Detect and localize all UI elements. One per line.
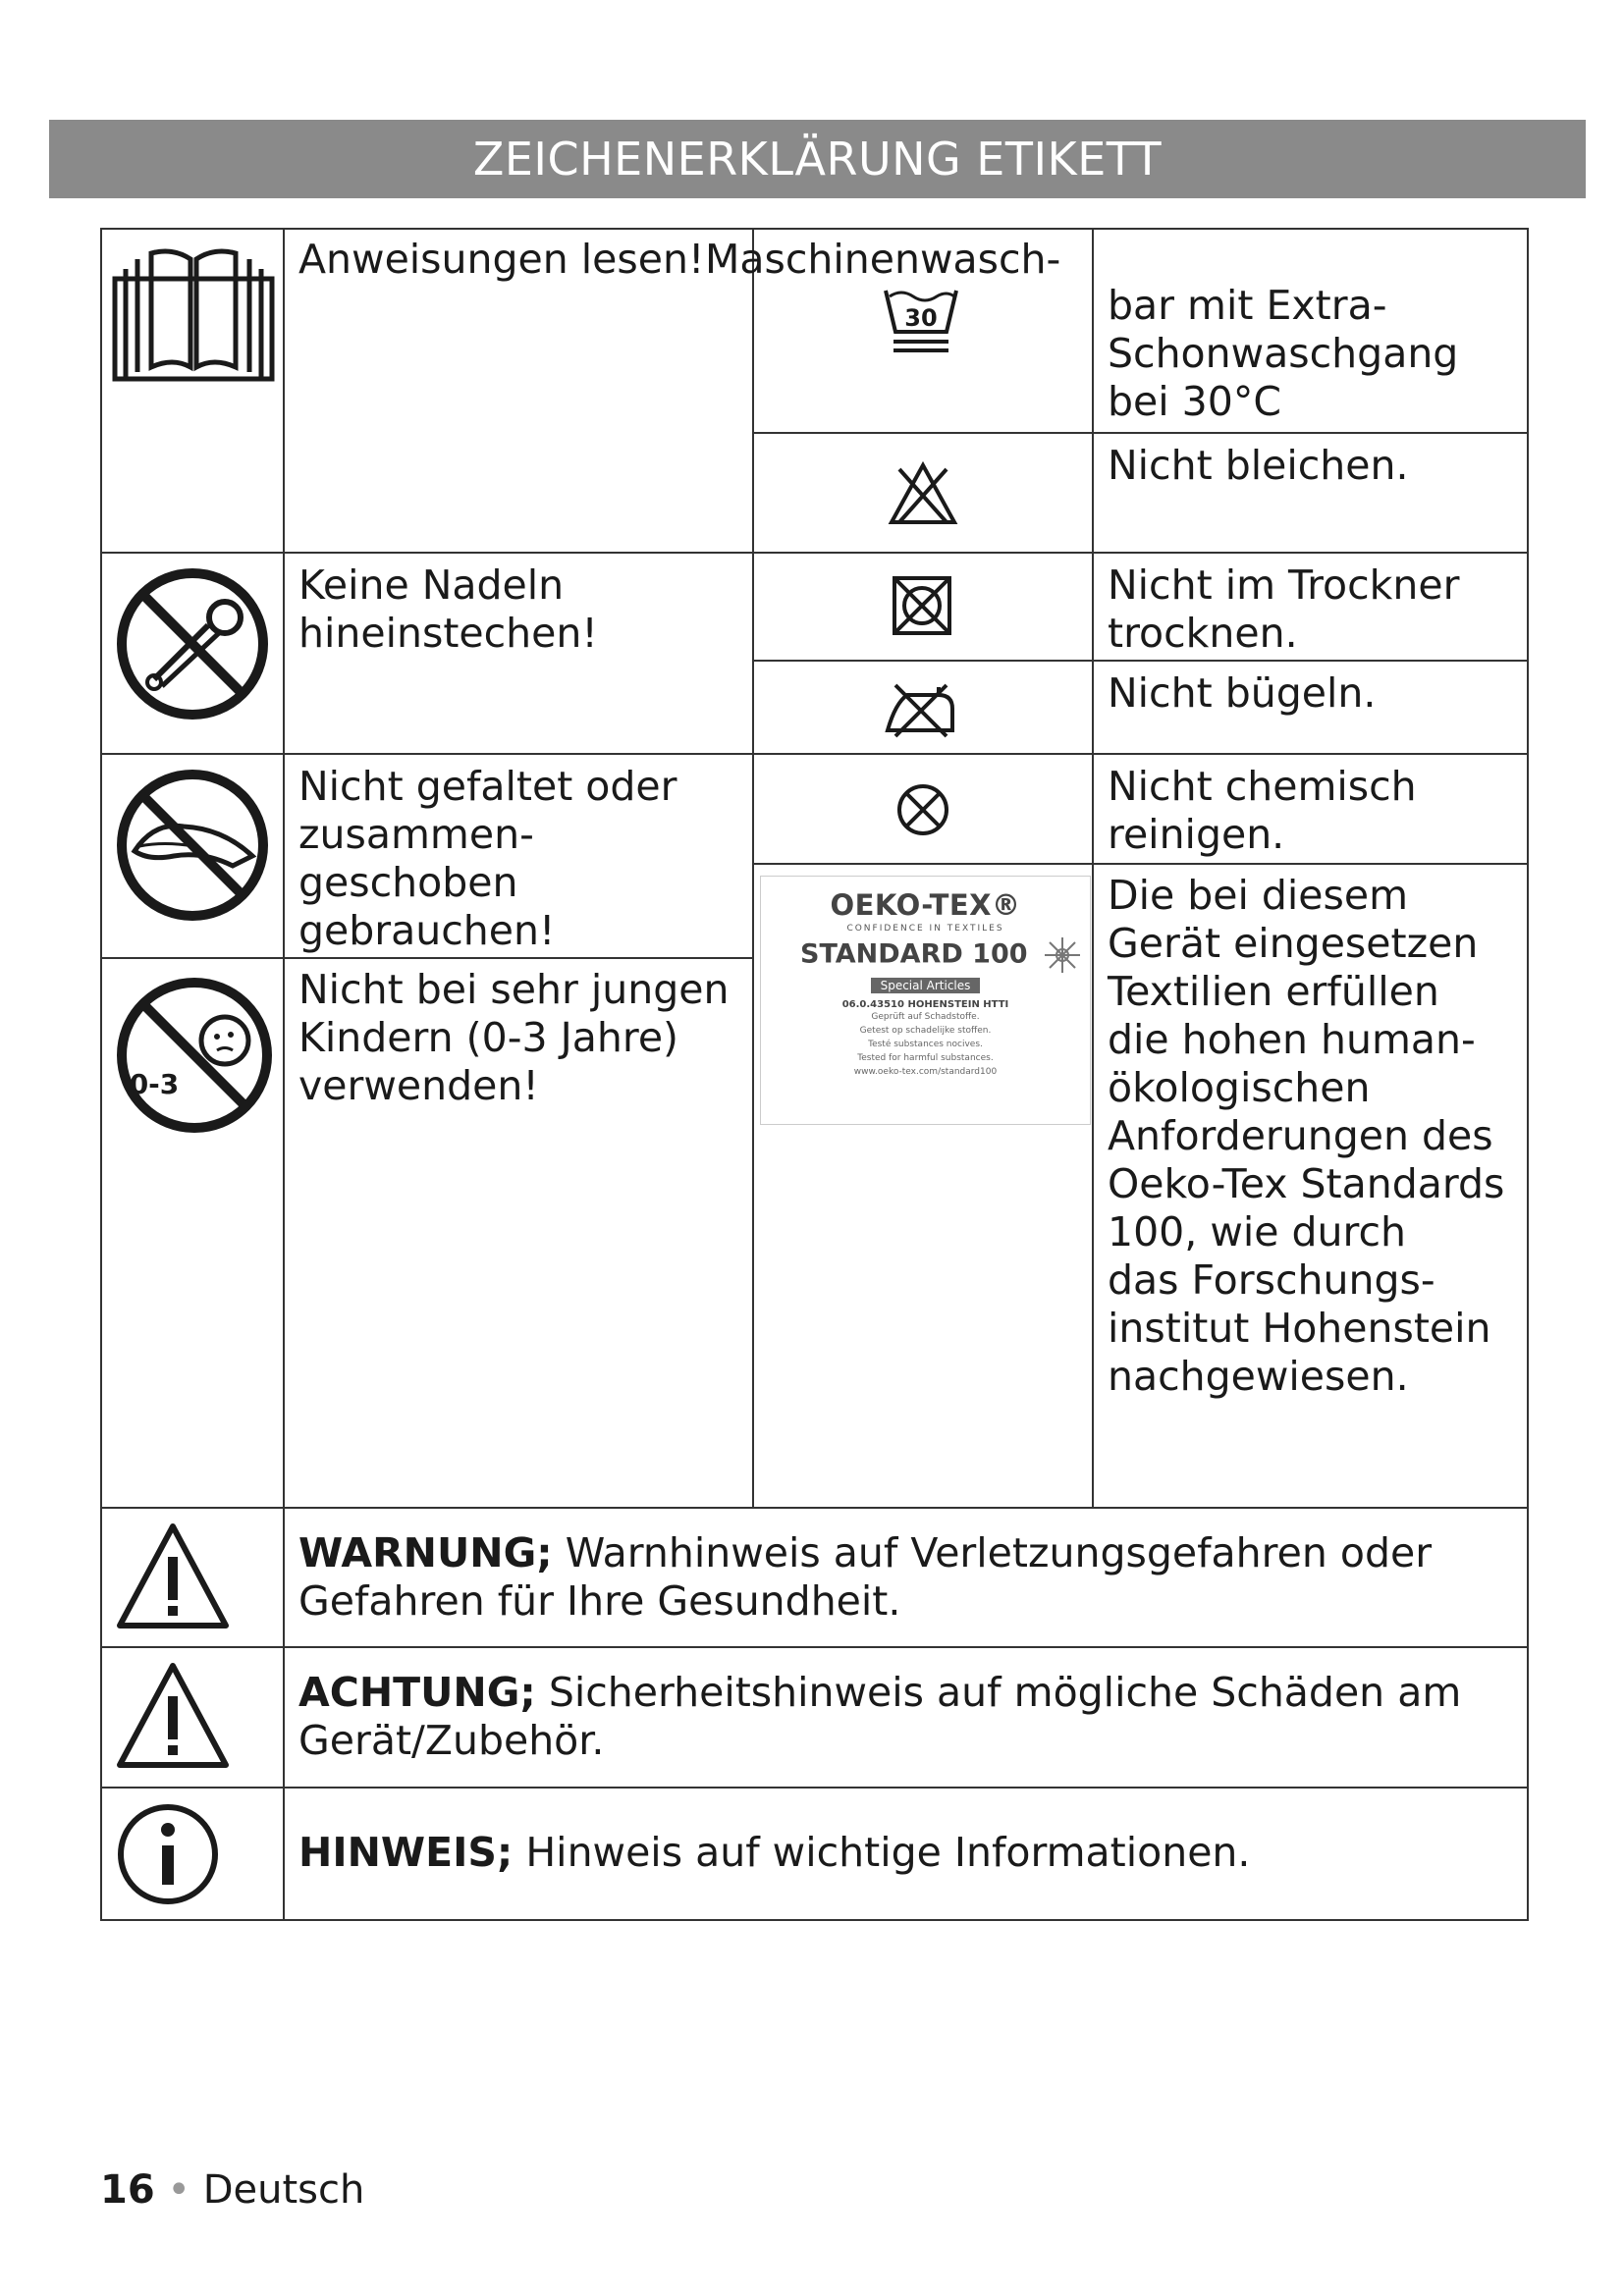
care-no-dry-clean-text: Nicht chemisch reinigen. (1108, 763, 1417, 858)
svg-text:30: 30 (904, 304, 938, 332)
page-number: 16 (100, 2167, 155, 2213)
notice-warning-text: WARNUNG; Warnhinweis auf Verletzungsgefahren oder Gefahren für Ihre Gesundheit. (298, 1529, 1433, 1625)
caution-triangle-icon (116, 1661, 230, 1771)
care-oeko-tex-text: Die bei diesem Gerät eingesetzen Textilien erfüllen die hohen human- ökologischen Anforderungen des Oeko-Tex Standards 100, wie durch das Forschungs- institut Hohenstein nachgewiesen. (1108, 872, 1505, 1400)
info-circle-icon (116, 1802, 220, 1906)
page-footer (100, 2165, 364, 2215)
svg-text:0-3: 0-3 (129, 1068, 180, 1100)
no-dry-clean-icon (895, 782, 950, 837)
instruction-not-for-children-text: Nicht bei sehr jungen Kindern (0-3 Jahre) verwenden! (298, 966, 730, 1109)
notice-info-text: HINWEIS; Hinweis auf wichtige Informationen. (298, 1829, 1251, 1876)
no-folding-icon (115, 768, 270, 923)
manual-book-icon (112, 240, 275, 382)
oeko-tex-standard: STANDARD 100 (761, 935, 1090, 975)
footer-separator: • (167, 2167, 190, 2213)
oeko-tex-category: Special Articles (871, 978, 981, 993)
footer-language: Deutsch (202, 2167, 365, 2213)
oeko-tex-tagline: CONFIDENCE IN TEXTILES (846, 924, 1004, 934)
no-pins-icon (115, 566, 270, 721)
notice-caution-text: ACHTUNG; Sicherheitshinweis auf mögliche Schäden am Gerät/Zubehör. (298, 1669, 1462, 1764)
care-no-tumble-dry-text: Nicht im Trockner trocknen. (1108, 561, 1460, 657)
no-tumble-dry-icon (892, 575, 952, 636)
care-gentle-wash-text: bar mit Extra- Schonwaschgang bei 30°C (1108, 282, 1459, 425)
gentle-wash-30-icon (882, 287, 960, 355)
symbol-legend-table (100, 228, 1529, 1921)
warning-triangle-icon (116, 1522, 230, 1631)
instruction-no-pins-text: Keine Nadeln hineinstechen! (298, 561, 598, 657)
no-iron-icon (882, 679, 960, 738)
care-no-iron-text: Nicht bügeln. (1108, 669, 1377, 717)
oeko-tex-number: 06.0.43510 HOHENSTEIN HTTI (841, 999, 1009, 1010)
oeko-tex-brand: OEKO-TEX® (830, 888, 1021, 922)
not-for-children-0-3-icon (115, 976, 274, 1135)
page-title: ZEICHENERKLÄRUNG ETIKETT (49, 120, 1586, 198)
care-no-bleach-text: Nicht bleichen. (1108, 442, 1409, 489)
care-wash-continuation-text: Maschinenwasch- (705, 236, 1061, 283)
instruction-no-folding-text: Nicht gefaltet oder zusammen- geschoben gebrauchen! (298, 763, 677, 954)
instruction-read-manual-text: Anweisungen lesen! (298, 236, 705, 283)
oeko-tex-label: OEKO-TEX® CONFIDENCE IN TEXTILES STANDARD 100 Special Articles 06.0.43510 HOHENSTEIN HTTI Geprüft auf Schadstoffe. Getest op schadelijke stoffen. Testé substances nocives. Tested for harmful substances. www.oeko-tex.com/standard100 (760, 876, 1091, 1125)
oeko-tex-flower-icon (1043, 935, 1082, 975)
no-bleach-icon (888, 461, 958, 526)
